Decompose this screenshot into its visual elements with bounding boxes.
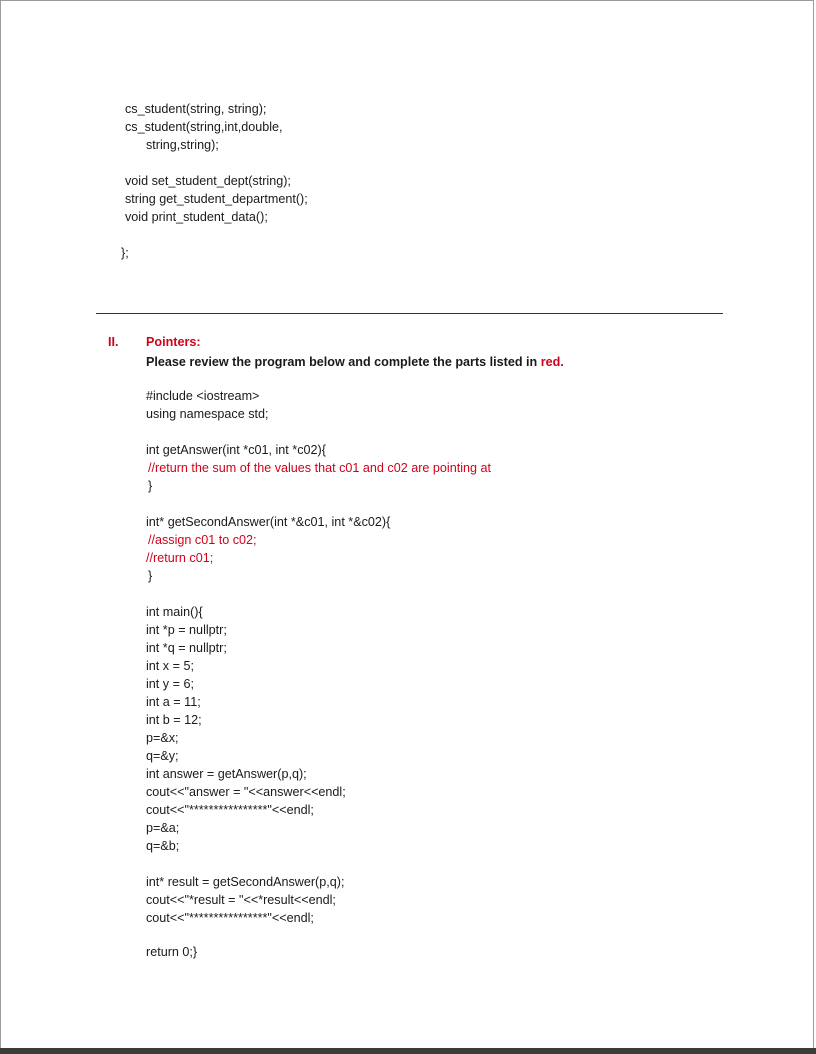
code-line: int getAnswer(int *c01, int *c02){ <box>146 443 326 457</box>
instruction-red-text: red. <box>540 355 564 369</box>
code-line: int y = 6; <box>146 677 194 691</box>
horizontal-rule <box>96 313 723 314</box>
section-instruction <box>146 353 564 371</box>
section-number: II. <box>108 335 119 349</box>
code-line: return 0;} <box>146 945 198 959</box>
code-comment: //assign c01 to c02; <box>148 533 257 547</box>
page-bottom-edge <box>0 1048 816 1054</box>
code-line: int x = 5; <box>146 659 194 673</box>
code-line: int a = 11; <box>146 695 201 709</box>
code-line: int main(){ <box>146 605 203 619</box>
code-line: void print_student_data(); <box>125 210 268 224</box>
code-line: string get_student_department(); <box>125 192 308 206</box>
code-line: int b = 12; <box>146 713 202 727</box>
code-line: int *p = nullptr; <box>146 623 227 637</box>
code-line: cout<<"*result = "<<*result<<endl; <box>146 893 336 907</box>
code-comment: //return the sum of the values that c01 and c02 are pointing at <box>148 461 492 475</box>
code-line: using namespace std; <box>146 407 269 421</box>
instruction-text: Please review the program below and complete the parts listed in <box>146 355 541 369</box>
code-line: cs_student(string, string); <box>125 102 267 116</box>
code-line: p=&a; <box>146 821 180 835</box>
code-line: q=&y; <box>146 749 179 763</box>
code-line: int answer = getAnswer(p,q); <box>146 767 307 781</box>
code-line: } <box>148 569 153 583</box>
code-comment: //return c01; <box>146 551 214 565</box>
section-title: Pointers: <box>146 335 201 349</box>
code-line: cout<<"****************"<<endl; <box>146 911 314 925</box>
code-line: }; <box>121 246 129 260</box>
code-line: q=&b; <box>146 839 180 853</box>
code-line: } <box>148 479 153 493</box>
code-line: int* getSecondAnswer(int *&c01, int *&c02){ <box>146 515 391 529</box>
code-line: p=&x; <box>146 731 179 745</box>
code-line: cout<<"****************"<<endl; <box>146 803 314 817</box>
code-line: int *q = nullptr; <box>146 641 227 655</box>
code-line: int* result = getSecondAnswer(p,q); <box>146 875 345 889</box>
code-line: cout<<"answer = "<<answer<<endl; <box>146 785 346 799</box>
code-line: string,string); <box>146 138 219 152</box>
code-line: void set_student_dept(string); <box>125 174 291 188</box>
code-line: cs_student(string,int,double, <box>125 120 283 134</box>
code-line: #include <iostream> <box>146 389 260 403</box>
